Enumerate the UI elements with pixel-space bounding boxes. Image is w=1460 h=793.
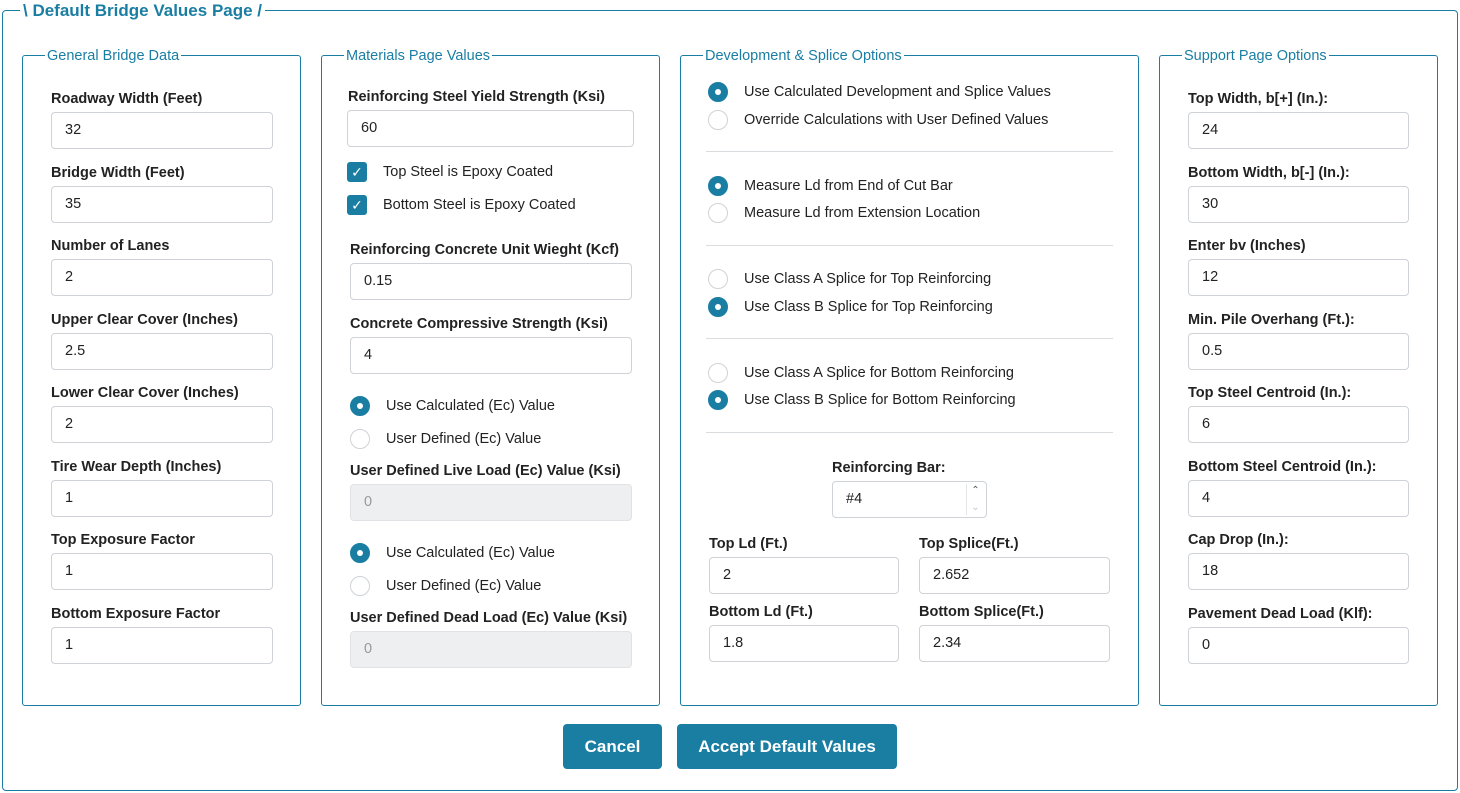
dead-load-ec-label: User Defined Dead Load (Ec) Value (Ksi)	[350, 610, 628, 626]
radio-label: Use Calculated (Ec) Value	[386, 545, 555, 561]
dead-user-defined-ec-radio[interactable]	[350, 576, 541, 596]
divider	[706, 151, 1113, 152]
top-epoxy-label: Top Steel is Epoxy Coated	[383, 164, 554, 180]
bottom-exposure-factor-label: Bottom Exposure Factor	[51, 606, 221, 622]
bottom-width-input[interactable]: 30	[1188, 186, 1409, 223]
bottom-epoxy-checkbox-row[interactable]	[347, 195, 576, 215]
radio-label: Measure Ld from Extension Location	[744, 205, 981, 221]
bottom-ld-label: Bottom Ld (Ft.)	[709, 604, 813, 620]
reinforcing-bar-value: #4	[846, 491, 863, 507]
bottom-steel-centroid-label: Bottom Steel Centroid (In.):	[1188, 459, 1377, 475]
pavement-dead-load-input[interactable]: 0	[1188, 627, 1409, 664]
page-title: \ Default Bridge Values Page /	[20, 1, 265, 21]
group-title: General Bridge Data	[47, 48, 180, 64]
measure-ld-end-radio[interactable]	[708, 176, 953, 196]
bottom-width-label: Bottom Width, b[-] (In.):	[1188, 165, 1350, 181]
radio-unselected-icon[interactable]	[708, 110, 728, 130]
reinforcing-bar-stepper[interactable]	[832, 481, 987, 518]
radio-selected-icon[interactable]	[708, 390, 728, 410]
live-user-defined-ec-radio[interactable]	[350, 429, 541, 449]
lower-clear-cover-label: Lower Clear Cover (Inches)	[51, 385, 239, 401]
top-epoxy-checkbox-row[interactable]	[347, 162, 553, 182]
radio-selected-icon[interactable]	[350, 396, 370, 416]
yield-strength-label: Reinforcing Steel Yield Strength (Ksi)	[348, 89, 606, 105]
divider	[706, 338, 1113, 339]
tire-wear-depth-input[interactable]: 1	[51, 480, 273, 517]
chevron-up-icon[interactable]: ⌃	[971, 485, 980, 496]
dead-calculated-ec-radio[interactable]	[350, 543, 555, 563]
live-calculated-ec-radio[interactable]	[350, 396, 555, 416]
reinforcing-bar-label: Reinforcing Bar:	[832, 460, 946, 476]
number-of-lanes-input[interactable]: 2	[51, 259, 273, 296]
bridge-width-input[interactable]: 35	[51, 186, 273, 223]
bottom-splice-input[interactable]: 2.34	[919, 625, 1110, 662]
live-load-ec-input[interactable]: 0	[350, 484, 632, 521]
radio-unselected-icon[interactable]	[350, 429, 370, 449]
group-title: Materials Page Values	[346, 48, 491, 64]
roadway-width-label: Roadway Width (Feet)	[51, 91, 203, 107]
divider	[706, 245, 1113, 246]
pavement-dead-load-label: Pavement Dead Load (Klf):	[1188, 606, 1373, 622]
compressive-strength-label: Concrete Compressive Strength (Ksi)	[350, 316, 608, 332]
upper-clear-cover-label: Upper Clear Cover (Inches)	[51, 312, 238, 328]
radio-selected-icon[interactable]	[708, 176, 728, 196]
radio-label: User Defined (Ec) Value	[386, 578, 542, 594]
group-title: Support Page Options	[1184, 48, 1327, 64]
materials-page-values-group	[321, 48, 660, 706]
class-b-bottom-radio[interactable]	[708, 390, 1016, 410]
live-load-ec-label: User Defined Live Load (Ec) Value (Ksi)	[350, 463, 621, 479]
radio-unselected-icon[interactable]	[708, 269, 728, 289]
radio-label: Override Calculations with User Defined Values	[744, 112, 1049, 128]
chevron-down-icon[interactable]: ⌄	[971, 502, 980, 513]
yield-strength-input[interactable]: 60	[347, 110, 634, 147]
class-b-top-radio[interactable]	[708, 297, 993, 317]
top-steel-centroid-label: Top Steel Centroid (In.):	[1188, 385, 1352, 401]
roadway-width-input[interactable]: 32	[51, 112, 273, 149]
bottom-splice-label: Bottom Splice(Ft.)	[919, 604, 1044, 620]
use-calculated-values-radio[interactable]	[708, 82, 1051, 102]
radio-selected-icon[interactable]	[708, 82, 728, 102]
cancel-button[interactable]: Cancel	[563, 724, 662, 769]
dead-load-ec-input[interactable]: 0	[350, 631, 632, 668]
override-calculations-radio[interactable]	[708, 110, 1048, 130]
compressive-strength-input[interactable]: 4	[350, 337, 632, 374]
check-icon[interactable]: ✓	[347, 195, 367, 215]
top-splice-input[interactable]: 2.652	[919, 557, 1110, 594]
top-exposure-factor-input[interactable]: 1	[51, 553, 273, 590]
radio-label: Measure Ld from End of Cut Bar	[744, 178, 953, 194]
radio-label: Use Class B Splice for Bottom Reinforcing	[744, 392, 1016, 408]
radio-label: Use Class A Splice for Bottom Reinforcing	[744, 365, 1014, 381]
stepper-buttons	[966, 484, 984, 515]
upper-clear-cover-input[interactable]: 2.5	[51, 333, 273, 370]
top-steel-centroid-input[interactable]: 6	[1188, 406, 1409, 443]
radio-label: User Defined (Ec) Value	[386, 431, 542, 447]
radio-label: Use Class B Splice for Top Reinforcing	[744, 299, 993, 315]
radio-label: Use Calculated Development and Splice Values	[744, 84, 1051, 100]
top-ld-input[interactable]: 2	[709, 557, 899, 594]
bottom-exposure-factor-input[interactable]: 1	[51, 627, 273, 664]
bottom-epoxy-label: Bottom Steel is Epoxy Coated	[383, 197, 576, 213]
radio-label: Use Class A Splice for Top Reinforcing	[744, 271, 992, 287]
unit-weight-input[interactable]: 0.15	[350, 263, 632, 300]
divider	[706, 432, 1113, 433]
check-icon[interactable]: ✓	[347, 162, 367, 182]
unit-weight-label: Reinforcing Concrete Unit Wieght (Kcf)	[350, 242, 619, 258]
radio-selected-icon[interactable]	[350, 543, 370, 563]
enter-bv-input[interactable]: 12	[1188, 259, 1409, 296]
accept-default-values-button[interactable]: Accept Default Values	[677, 724, 897, 769]
class-a-top-radio[interactable]	[708, 269, 991, 289]
cap-drop-label: Cap Drop (In.):	[1188, 532, 1289, 548]
top-width-label: Top Width, b[+] (In.):	[1188, 91, 1329, 107]
number-of-lanes-label: Number of Lanes	[51, 238, 170, 254]
top-exposure-factor-label: Top Exposure Factor	[51, 532, 195, 548]
top-width-input[interactable]: 24	[1188, 112, 1409, 149]
radio-label: Use Calculated (Ec) Value	[386, 398, 555, 414]
group-title: Development & Splice Options	[705, 48, 902, 64]
min-pile-overhang-input[interactable]: 0.5	[1188, 333, 1409, 370]
enter-bv-label: Enter bv (Inches)	[1188, 238, 1306, 254]
tire-wear-depth-label: Tire Wear Depth (Inches)	[51, 459, 222, 475]
bottom-ld-input[interactable]: 1.8	[709, 625, 899, 662]
class-a-bottom-radio[interactable]	[708, 363, 1014, 383]
bridge-width-label: Bridge Width (Feet)	[51, 165, 185, 181]
bottom-steel-centroid-input[interactable]: 4	[1188, 480, 1409, 517]
measure-ld-extension-radio[interactable]	[708, 203, 980, 223]
top-splice-label: Top Splice(Ft.)	[919, 536, 1019, 552]
lower-clear-cover-input[interactable]: 2	[51, 406, 273, 443]
radio-unselected-icon[interactable]	[350, 576, 370, 596]
min-pile-overhang-label: Min. Pile Overhang (Ft.):	[1188, 312, 1355, 328]
cap-drop-input[interactable]: 18	[1188, 553, 1409, 590]
radio-selected-icon[interactable]	[708, 297, 728, 317]
radio-unselected-icon[interactable]	[708, 203, 728, 223]
top-ld-label: Top Ld (Ft.)	[709, 536, 788, 552]
radio-unselected-icon[interactable]	[708, 363, 728, 383]
